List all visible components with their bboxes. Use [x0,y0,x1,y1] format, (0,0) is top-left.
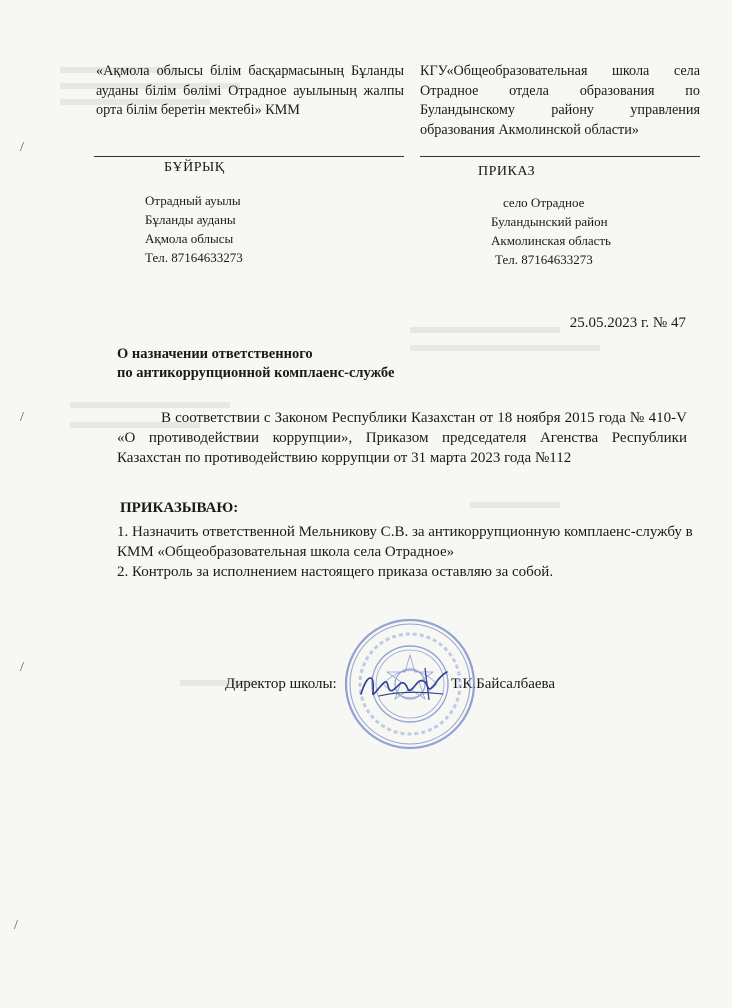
order-item: 2. Контроль за исполнением настоящего приказа оставляю за собой. [117,564,554,580]
address-line: Буландынский район [491,214,608,229]
order-date-number: 25.05.2023 г. № 47 [569,315,686,331]
subject-line: О назначении ответственного [117,346,313,362]
header-divider-right [420,156,700,157]
header-org-kz: «Ақмола облысы білім басқармасының Бұланды ауданы білім бөлімі Отрадное ауылының жалпы орта білім беретін мектебі» КММ [96,63,404,118]
address-ru [491,193,611,269]
address-line: село Отрадное [503,195,585,210]
order-preamble [117,408,687,468]
subject-line: по антикоррупционной комплаенс-службе [117,365,395,381]
address-kz [145,191,243,267]
margin-mark: / [20,140,24,155]
handwritten-signature-icon [355,664,450,704]
order-directive-title: ПРИКАЗЫВАЮ: [120,500,239,516]
order-items [117,522,697,582]
address-line: Тел. 87164633273 [145,250,243,265]
address-line: Акмолинская область [491,233,611,248]
preamble-paragraph: В соответствии с Законом Республики Казахстан от 18 ноября 2015 года № 410-V «О противодействии коррупции», Приказом председателя Агенства Республики Казахстан по противодействию коррупции от 31 марта 2023 года №112 [117,410,687,466]
header-divider-left [94,156,404,157]
address-line: Бұланды ауданы [145,212,236,227]
signatory-name: Т.К.Байсалбаева [451,676,556,692]
margin-mark: / [14,918,18,933]
order-item: 1. Назначить ответственной Мельникову С.В. за антикоррупционную комплаенс-службу в КММ «Общеобразовательная школа села Отрадное» [117,524,693,560]
title-ru: ПРИКАЗ [478,164,536,179]
header-org-ru: КГУ«Общеобразовательная школа села Отрадное отдела образования по Буландынскому району управления образования Акмолинской области» [420,63,700,138]
margin-mark: / [20,660,24,675]
margin-mark: / [20,410,24,425]
order-subject [117,345,394,383]
address-line: Тел. 87164633273 [495,252,593,267]
address-line: Отрадный ауылы [145,193,241,208]
title-kz: БҰЙРЫҚ [164,160,225,175]
address-line: Ақмола облысы [145,231,234,246]
signature-label: Директор школы: [225,676,337,692]
